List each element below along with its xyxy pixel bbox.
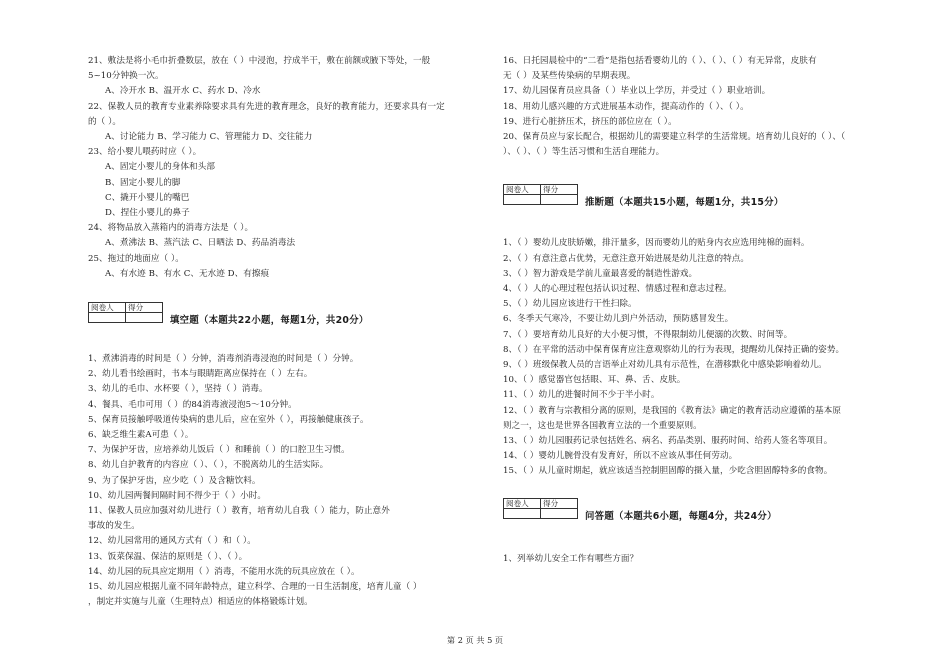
question-line: 5、保育员接触呼吸道传染病的患儿后，应在室外（ ），再接触健康孩子。 (88, 414, 369, 425)
question-line: 8、（ ）在平常的活动中保育保育应注意观察幼儿的行为表现，提醒幼儿保持正确的姿势。 (503, 344, 845, 355)
question-line: 无（ ）及某些传染病的早期表现。 (503, 71, 636, 82)
question-line: A、固定小婴儿的身体和头部 (105, 162, 215, 173)
question-line: 14、幼儿园的玩具应定期用（ ）消毒，不能用水洗的玩具应放在（ ）。 (88, 566, 360, 577)
grader-cell (89, 313, 126, 323)
grader-label: 阅卷人 (504, 498, 541, 508)
question-line: 12、（ ）教育与宗教相分离的原则，是我国的《教育法》确定的教育活动应遵循的基本原 (503, 405, 841, 416)
fill-blank-questions (88, 352, 490, 610)
question-line: 的（ ）。 (88, 116, 122, 127)
fill-blank-section-header (88, 302, 490, 326)
question-line: 5~10分钟换一次。 (88, 71, 164, 82)
judgement-questions (503, 236, 907, 479)
question-line: 25、拖过的地面应（ ）。 (88, 253, 184, 264)
right-column (503, 54, 907, 567)
question-line: 20、保育员应与家长配合，根据幼儿的需要建立科学的生活常规。培育幼儿良好的（ ）、（ (503, 132, 846, 143)
question-line: 7、为保护牙齿，应培养幼儿饭后（ ）和睡前（ ）的口腔卫生习惯。 (88, 445, 350, 456)
question-line: 11、保教人员应加强对幼儿进行（ ）教育，培育幼儿自我（ ）能力，防止意外 (88, 506, 390, 517)
score-label: 得分 (541, 185, 578, 195)
question-line: 13、饭菜保温、保洁的原则是（ ）、（ ）。 (88, 551, 248, 562)
score-box (503, 184, 578, 205)
question-line: C、撬开小婴儿的嘴巴 (105, 192, 190, 203)
score-cell (541, 195, 578, 205)
question-line: 15、（ ）从儿童时期起，就应该适当控制胆固醇的摄入量，少吃含胆固醇特多的食物。 (503, 466, 833, 477)
question-line: 19、进行心脏挤压术，挤压的部位应在（ ）。 (503, 116, 677, 127)
score-cell (541, 508, 578, 518)
question-line: 2、幼儿看书绘画时，书本与眼睛距离应保持在（ ）左右。 (88, 369, 313, 380)
question-line: 1、列举幼儿安全工作有哪些方面？ (503, 553, 639, 564)
question-line: 16、日托园晨检中的“二看”是指包括看婴幼儿的（ ）、（ ）、（ ）有无异常，皮肤有 (503, 56, 817, 66)
question-line: A、有水迹 B、有水 C、无水迹 D、有擦痕 (105, 268, 270, 279)
grader-label: 阅卷人 (504, 185, 541, 195)
question-line: 4、（ ）人的心理过程包括认识过程、情感过程和意志过程。 (503, 284, 732, 295)
question-line: 5、（ ）幼儿园应该进行干性扫除。 (503, 299, 637, 310)
question-line: 1、煮沸消毒的时间是（ ）分钟，消毒剂消毒浸泡的时间是（ ）分钟。 (88, 354, 359, 365)
question-line: 则之一，这也是世界各国教育立法的一个重要原则。 (503, 420, 702, 431)
question-line: 2、（ ）有意注意占优势，无意注意开始进展是幼儿注意的特点。 (503, 253, 750, 264)
question-line: 4、餐具、毛巾可用（ ）的84消毒液浸泡5～10分钟。 (88, 399, 297, 410)
question-line: 3、（ ）智力游戏是学前儿童最喜爱的制造性游戏。 (503, 268, 698, 279)
section-title: 推断题（本题共15小题，每题1分，共15分） (585, 197, 784, 209)
question-line: 7、（ ）要培育幼儿良好的大小便习惯，不得限制幼儿便溺的次数、时间等。 (503, 329, 793, 340)
question-line: 10、幼儿园两餐间隔时间不得少于（ ）小时。 (88, 490, 267, 501)
score-box (503, 498, 578, 519)
qa-questions (503, 552, 907, 567)
score-label: 得分 (541, 498, 578, 508)
question-line: A、冷开水 B、温开水 C、药水 D、冷水 (105, 86, 261, 97)
question-line: A、煮沸法 B、蒸汽法 C、日晒法 D、药品消毒法 (105, 238, 296, 249)
score-box (88, 302, 163, 323)
question-line: 6、冬季天气寒冷，不要让幼儿到户外活动，预防感冒发生。 (503, 314, 734, 325)
question-line: 24、将物品放入蒸箱内的消毒方法是（ ）。 (88, 223, 254, 234)
question-line: 3、幼儿的毛巾、水杯要（ ），坚持（ ）消毒。 (88, 384, 268, 395)
question-line: 14、（ ）婴幼儿腕骨没有发育好，所以不应该从事任何劳动。 (503, 451, 738, 462)
fill-blank-questions-continued (503, 54, 907, 160)
question-line: ）、（ ）、（ ）等生活习惯和生活自理能力。 (503, 147, 665, 158)
question-line: 17、幼儿园保育员应具备（ ）毕业以上学历，并受过（ ）职业培训。 (503, 86, 771, 97)
question-line: 6、缺乏维生素A可患（ ）。 (88, 430, 194, 441)
question-line: 事故的发生。 (88, 521, 140, 532)
score-cell (126, 313, 163, 323)
qa-section-header (503, 498, 907, 522)
grader-cell (504, 195, 541, 205)
question-line: 21、敷法是将小毛巾折叠数层，放在（ ）中浸泡，拧成半干，敷在前额或腋下等处，一般 (88, 56, 431, 66)
page-number: 第 2 页 共 5 页 (446, 635, 504, 645)
question-line: A、讨论能力 B、学习能力 C、管理能力 D、交往能力 (105, 132, 313, 143)
score-label: 得分 (126, 303, 163, 313)
question-line: B、固定小婴儿的脚 (105, 177, 181, 188)
question-line: D、捏住小婴儿的鼻子 (105, 208, 190, 219)
question-line: 23、给小婴儿喂药时应（ ）。 (88, 147, 202, 158)
question-line: 8、幼儿自护教育的内容应（ ）、（ ），不脱离幼儿的生活实际。 (88, 460, 329, 471)
question-line: 9、为了保护牙齿，应少吃（ ）及含糖饮料。 (88, 475, 261, 486)
question-line: 12、幼儿园常用的通风方式有（ ）和（ ）。 (88, 536, 256, 547)
grader-cell (504, 508, 541, 518)
section-title: 问答题（本题共6小题，每题4分，共24分） (585, 510, 777, 522)
question-line: 1、（ ）婴幼儿皮肤娇嫩，排汗量多，因而婴幼儿的贴身内衣应选用纯棉的面料。 (503, 238, 810, 249)
choice-questions (88, 54, 490, 282)
question-line: 15、幼儿园应根据儿童不同年龄特点，建立科学、合理的一日生活制度，培育儿童（ ） (88, 582, 422, 593)
question-line: 9、（ ）班级保教人员的言语举止对幼儿具有示范性，在潜移默化中感染影响着幼儿。 (503, 360, 827, 371)
grader-label: 阅卷人 (89, 303, 126, 313)
question-line: 18、用幼儿感兴趣的方式进展基本动作，提高动作的（ ）、（ ）。 (503, 101, 749, 112)
question-line: 10、（ ）感觉器官包括眼、耳、鼻、舌、皮肤。 (503, 375, 686, 386)
question-line: 13、（ ）幼儿园服药记录包括姓名、病名、药品类别、服药时间、给药人签名等项目。 (503, 436, 833, 447)
left-column (88, 54, 490, 611)
question-line: 22、保教人员的教育专业素养除要求具有先进的教育理念，良好的教育能力，还要求具有一定 (88, 101, 445, 112)
question-line: 11、（ ）幼儿的进餐时间不少于半小时。 (503, 390, 660, 401)
judgement-section-header (503, 184, 907, 208)
question-line: ，制定并实施与儿童（生理特点）相适应的体格锻炼计划。 (88, 597, 313, 608)
section-title: 填空题（本题共22小题，每题1分，共20分） (170, 315, 369, 327)
